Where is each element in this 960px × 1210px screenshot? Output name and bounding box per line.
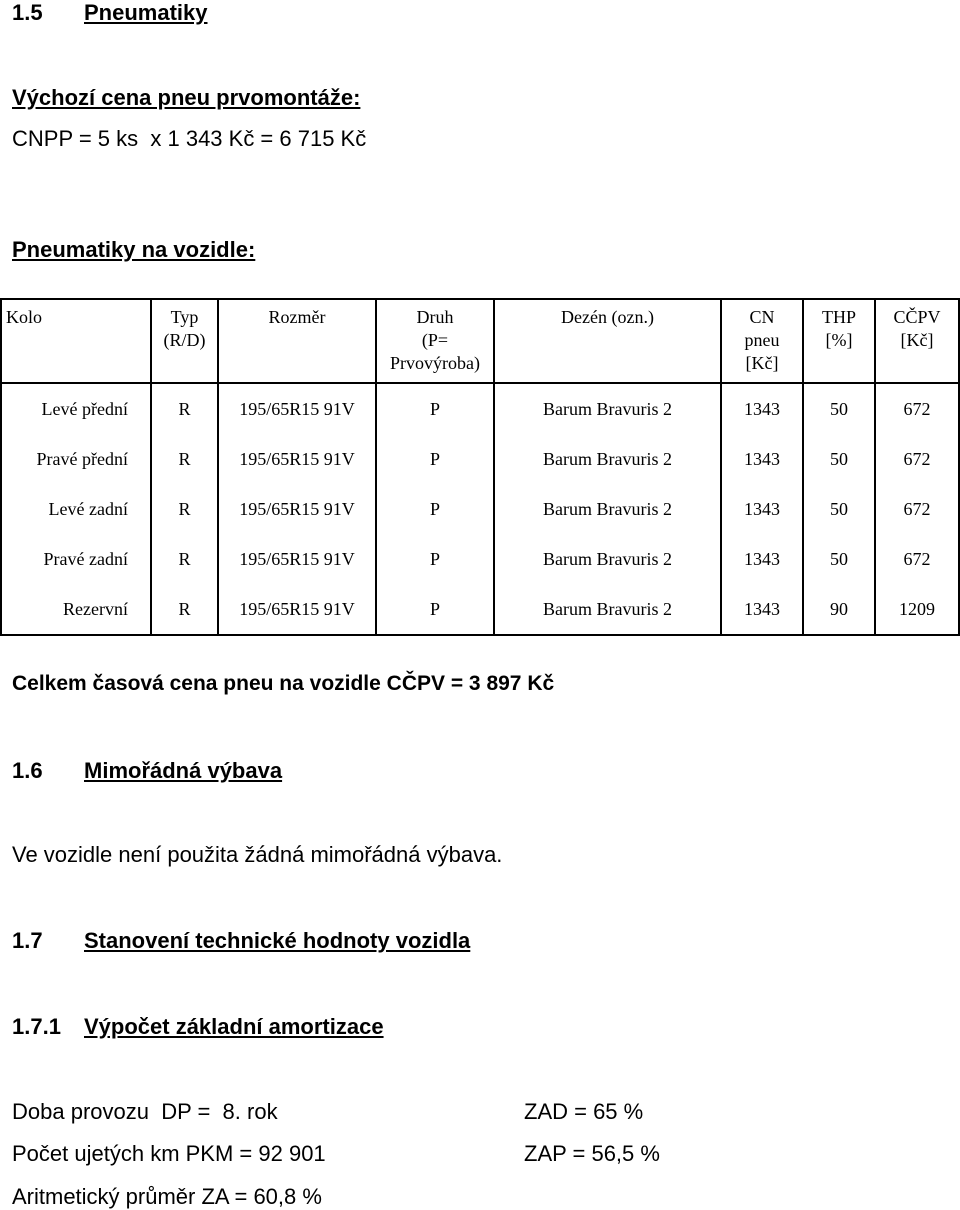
base-price-heading: Výchozí cena pneu prvomontáže: — [12, 85, 361, 110]
cell-druh: P — [376, 534, 494, 584]
cell-ccpv: 672 — [875, 434, 959, 484]
cell-rozmer: 195/65R15 91V — [218, 434, 376, 484]
average-za: Aritmetický průměr ZA = 60,8 % — [12, 1184, 322, 1209]
cell-cn: 1343 — [721, 383, 803, 434]
tires-table — [0, 298, 960, 636]
cell-ccpv: 672 — [875, 534, 959, 584]
section-title: Mimořádná výbava — [84, 758, 283, 783]
cell-rozmer: 195/65R15 91V — [218, 484, 376, 534]
cell-thp: 50 — [803, 383, 875, 434]
tires-total: Celkem časová cena pneu na vozidle CČPV = 3 897 Kč — [12, 672, 555, 695]
section-1-7-1-heading — [12, 1014, 384, 1040]
cell-cn: 1343 — [721, 434, 803, 484]
table-header-row — [1, 299, 959, 383]
table-row — [1, 383, 959, 434]
cell-kolo: Levé zadní — [1, 484, 151, 534]
section-title: Výpočet základní amortizace — [84, 1014, 384, 1039]
section-title: Stanovení technické hodnoty vozidla — [84, 928, 471, 953]
column-header-cn: CN pneu [Kč] — [721, 299, 803, 383]
extra-equipment-text: Ve vozidle není použita žádná mimořádná výbava. — [12, 842, 503, 867]
cell-rozmer: 195/65R15 91V — [218, 584, 376, 635]
cell-druh: P — [376, 434, 494, 484]
section-1-7-heading — [12, 928, 470, 954]
cell-typ: R — [151, 584, 218, 635]
column-header-rozmer: Rozměr — [218, 299, 376, 383]
cell-ccpv: 1209 — [875, 584, 959, 635]
cell-druh: P — [376, 484, 494, 534]
table-row — [1, 434, 959, 484]
cell-thp: 90 — [803, 584, 875, 635]
cell-thp: 50 — [803, 484, 875, 534]
cell-druh: P — [376, 383, 494, 434]
section-1-6-heading — [12, 758, 282, 784]
cell-kolo: Pravé zadní — [1, 534, 151, 584]
table-row — [1, 534, 959, 584]
cell-typ: R — [151, 534, 218, 584]
column-header-druh: Druh (P= Prvovýroba) — [376, 299, 494, 383]
cell-kolo: Rezervní — [1, 584, 151, 635]
cell-druh: P — [376, 584, 494, 635]
cell-ccpv: 672 — [875, 383, 959, 434]
cell-thp: 50 — [803, 434, 875, 484]
cell-typ: R — [151, 383, 218, 434]
section-title: Pneumatiky — [84, 0, 208, 25]
column-header-thp: THP [%] — [803, 299, 875, 383]
section-number: 1.7 — [12, 928, 43, 953]
column-header-kolo: Kolo — [1, 299, 151, 383]
km-driven: Počet ujetých km PKM = 92 901 — [12, 1141, 326, 1166]
cell-typ: R — [151, 484, 218, 534]
cell-rozmer: 195/65R15 91V — [218, 534, 376, 584]
operation-time: Doba provozu DP = 8. rok — [12, 1099, 278, 1124]
cell-thp: 50 — [803, 534, 875, 584]
column-header-typ: Typ (R/D) — [151, 299, 218, 383]
cell-dezen: Barum Bravuris 2 — [494, 484, 721, 534]
cell-cn: 1343 — [721, 534, 803, 584]
zap-value: ZAP = 56,5 % — [524, 1141, 660, 1166]
cell-dezen: Barum Bravuris 2 — [494, 584, 721, 635]
cell-kolo: Pravé přední — [1, 434, 151, 484]
zad-value: ZAD = 65 % — [524, 1099, 644, 1124]
cell-cn: 1343 — [721, 484, 803, 534]
table-row — [1, 484, 959, 534]
column-header-ccpv: CČPV [Kč] — [875, 299, 959, 383]
cell-kolo: Levé přední — [1, 383, 151, 434]
column-header-dezen: Dezén (ozn.) — [494, 299, 721, 383]
section-1-5-heading — [12, 0, 208, 26]
section-number: 1.6 — [12, 758, 43, 783]
cell-dezen: Barum Bravuris 2 — [494, 534, 721, 584]
section-number: 1.5 — [12, 0, 43, 25]
cell-typ: R — [151, 434, 218, 484]
section-number: 1.7.1 — [12, 1014, 61, 1039]
tires-heading: Pneumatiky na vozidle: — [12, 237, 256, 262]
table-row — [1, 584, 959, 635]
cell-ccpv: 672 — [875, 484, 959, 534]
cell-cn: 1343 — [721, 584, 803, 635]
cell-dezen: Barum Bravuris 2 — [494, 434, 721, 484]
cell-dezen: Barum Bravuris 2 — [494, 383, 721, 434]
cell-rozmer: 195/65R15 91V — [218, 383, 376, 434]
base-price-formula: CNPP = 5 ks x 1 343 Kč = 6 715 Kč — [12, 126, 367, 151]
